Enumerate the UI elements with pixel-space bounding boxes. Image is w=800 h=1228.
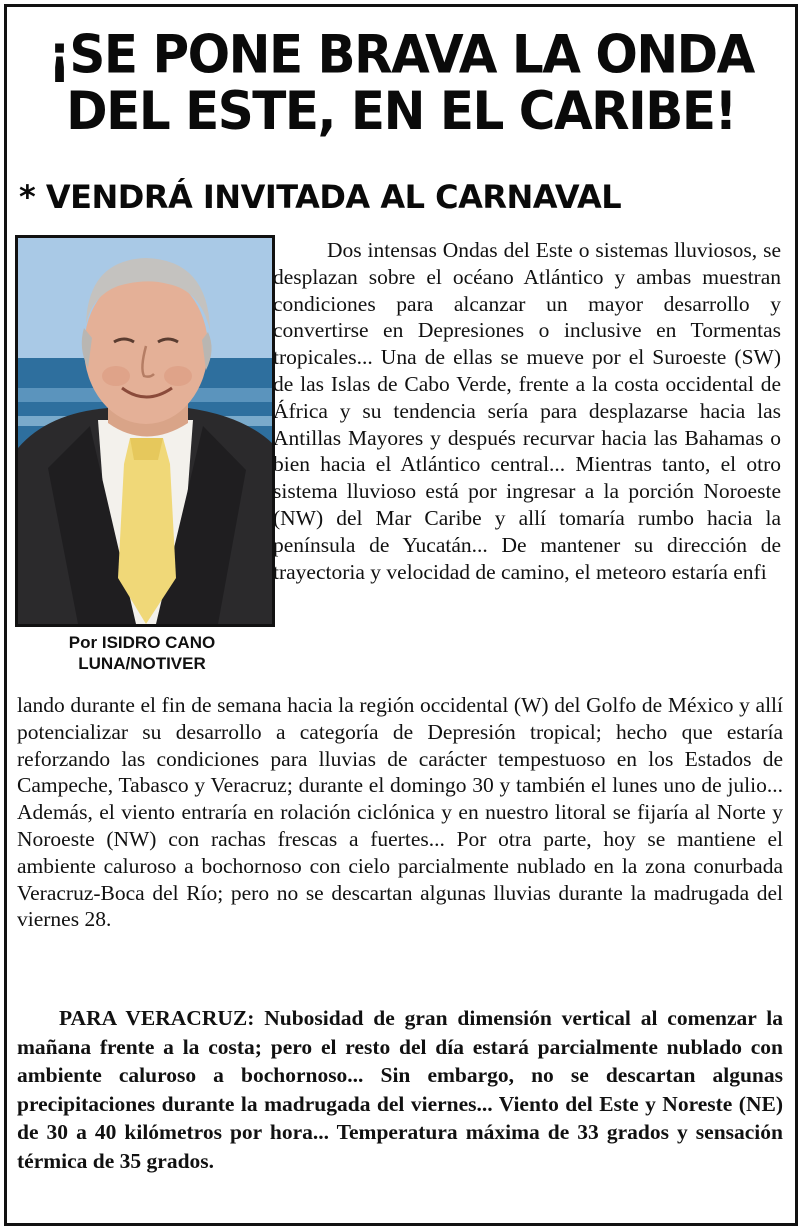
portrait-photo-icon [18, 238, 272, 624]
paragraph-1-right-column: Dos intensas Ondas del Este o sistemas lluviosos, se desplazan sobre el océano Atlántico y ambas muestran condiciones para alcanzar un mayor desarrollo y convertirse en Depresiones o inclusive en Tormentas tropicales... Una de ellas se mueve por el Suroeste (SW) de las Islas de Cabo Verde, frente a la costa occidental de África y su tendencia sería para desplazarse hacia las Antillas Mayores y después recurvar hacia las Bahamas o bien hacia el Atlántico central... Mientras tanto, el otro sistema lluvioso está por ingresar a la porción Noroeste (NW) del Mar Caribe y allí tomaría rumbo hacia la península de Yucatán... De mantener su dirección de trayectoria y velocidad de camino, el meteoro estaría enfi [273, 238, 781, 584]
subheadline: * VENDRÁ INVITADA AL CARNAVAL [19, 178, 622, 216]
article-frame [4, 4, 798, 1226]
byline: Por ISIDRO CANO LUNA/NOTIVER [68, 633, 216, 673]
headline: ¡SE PONE BRAVA LA ONDA DEL ESTE, EN EL CARIBE! [48, 24, 754, 142]
author-photo [15, 235, 275, 627]
paragraph-1-continuation: lando durante el fin de semana hacia la región occidental (W) del Golfo de México y allí potencializar su desarrollo a categoría de Depresión tropical; hecho que estaría reforzando las condiciones para lluvias de carácter tempestuoso en los Estados de Campeche, Tabasco y Veracruz; durante el domingo 30 y también el lunes uno de julio... Además, el viento entraría en rolación ciclónica y en nuestro litoral se fijaría al Norte y Noroeste (NW) con rachas frescas a fuertes... Por otra parte, hoy se mantiene el ambiente caluroso a bochornoso con cielo parcialmente nublado en la zona conurbada Veracruz-Boca del Río; pero no se descartan algunas lluvias durante la madrugada del viernes 28. [17, 693, 783, 932]
forecast-paragraph: PARA VERACRUZ: Nubosidad de gran dimensión vertical al comenzar la mañana frente a la costa; pero el resto del día estará parcialmente nublado con ambiente caluroso a bochornoso... Sin embargo, no se descartan algunas precipitaciones durante la madrugada del viernes... Viento del Este y Noreste (NE) de 30 a 40 kilómetros por hora... Temperatura máxima de 33 grados y sensación térmica de 35 grados. [17, 1006, 783, 1173]
